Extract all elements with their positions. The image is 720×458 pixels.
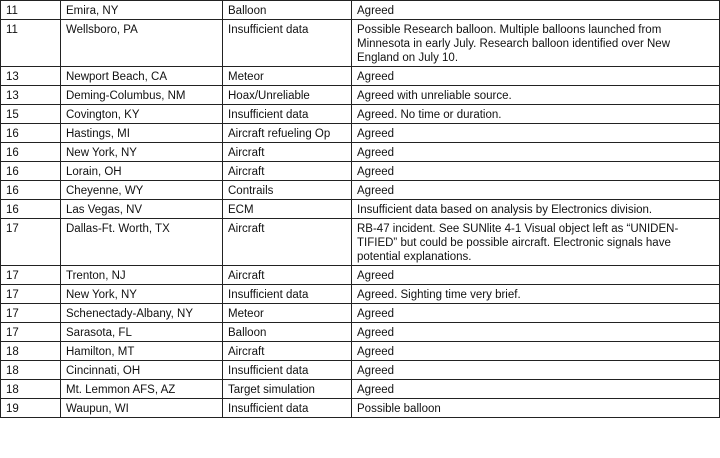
location-cell: Dallas-Ft. Worth, TX [61, 219, 223, 266]
day-cell: 16 [1, 200, 61, 219]
evaluation-cell: Contrails [223, 181, 352, 200]
comment-cell: Agreed with unreliable source. [352, 86, 720, 105]
location-cell: Emira, NY [61, 1, 223, 20]
evaluation-cell: Aircraft [223, 143, 352, 162]
location-cell: Trenton, NJ [61, 266, 223, 285]
sightings-table-body [1, 1, 720, 418]
location-cell: Sarasota, FL [61, 323, 223, 342]
location-cell: Schenectady-Albany, NY [61, 304, 223, 323]
day-cell: 16 [1, 143, 61, 162]
location-cell: Hastings, MI [61, 124, 223, 143]
comment-cell: Agreed [352, 181, 720, 200]
day-cell: 18 [1, 380, 61, 399]
table-row [1, 124, 720, 143]
evaluation-cell: Balloon [223, 1, 352, 20]
table-row [1, 304, 720, 323]
day-cell: 17 [1, 219, 61, 266]
day-cell: 15 [1, 105, 61, 124]
evaluation-cell: Hoax/Unreliable [223, 86, 352, 105]
day-cell: 13 [1, 67, 61, 86]
comment-cell: Insufficient data based on analysis by Electronics division. [352, 200, 720, 219]
table-row [1, 105, 720, 124]
evaluation-cell: Insufficient data [223, 20, 352, 67]
location-cell: Mt. Lemmon AFS, AZ [61, 380, 223, 399]
evaluation-cell: Aircraft [223, 219, 352, 266]
table-row [1, 67, 720, 86]
day-cell: 13 [1, 86, 61, 105]
table-row [1, 285, 720, 304]
table-row [1, 200, 720, 219]
day-cell: 11 [1, 1, 61, 20]
comment-cell: Possible balloon [352, 399, 720, 418]
day-cell: 16 [1, 124, 61, 143]
day-cell: 19 [1, 399, 61, 418]
table-row [1, 323, 720, 342]
evaluation-cell: Insufficient data [223, 105, 352, 124]
table-row [1, 361, 720, 380]
location-cell: Wellsboro, PA [61, 20, 223, 67]
comment-cell: Agreed [352, 342, 720, 361]
evaluation-cell: Aircraft refueling Op [223, 124, 352, 143]
evaluation-cell: Aircraft [223, 342, 352, 361]
location-cell: Cincinnati, OH [61, 361, 223, 380]
comment-cell: Agreed. No time or duration. [352, 105, 720, 124]
day-cell: 17 [1, 285, 61, 304]
table-row [1, 342, 720, 361]
table-row [1, 219, 720, 266]
comment-cell: Agreed [352, 1, 720, 20]
comment-cell: Possible Research balloon. Multiple balloons launched from Minnesota in early July. Research balloon identified over New England on July 10. [352, 20, 720, 67]
evaluation-cell: ECM [223, 200, 352, 219]
location-cell: Covington, KY [61, 105, 223, 124]
comment-cell: Agreed [352, 124, 720, 143]
location-cell: Deming-Columbus, NM [61, 86, 223, 105]
table-row [1, 399, 720, 418]
location-cell: Hamilton, MT [61, 342, 223, 361]
evaluation-cell: Balloon [223, 323, 352, 342]
day-cell: 17 [1, 266, 61, 285]
comment-cell: Agreed [352, 380, 720, 399]
day-cell: 18 [1, 342, 61, 361]
location-cell: Cheyenne, WY [61, 181, 223, 200]
table-row [1, 266, 720, 285]
comment-cell: Agreed. Sighting time very brief. [352, 285, 720, 304]
evaluation-cell: Aircraft [223, 266, 352, 285]
comment-cell: RB-47 incident. See SUNlite 4-1 Visual object left as “UNIDEN-TIFIED” but could be possible aircraft. Electronic signals have potential explanations. [352, 219, 720, 266]
comment-cell: Agreed [352, 266, 720, 285]
evaluation-cell: Insufficient data [223, 361, 352, 380]
location-cell: Lorain, OH [61, 162, 223, 181]
comment-cell: Agreed [352, 361, 720, 380]
day-cell: 16 [1, 181, 61, 200]
location-cell: Newport Beach, CA [61, 67, 223, 86]
table-row [1, 181, 720, 200]
day-cell: 11 [1, 20, 61, 67]
location-cell: New York, NY [61, 143, 223, 162]
evaluation-cell: Insufficient data [223, 285, 352, 304]
location-cell: New York, NY [61, 285, 223, 304]
evaluation-cell: Aircraft [223, 162, 352, 181]
comment-cell: Agreed [352, 67, 720, 86]
location-cell: Waupun, WI [61, 399, 223, 418]
comment-cell: Agreed [352, 304, 720, 323]
comment-cell: Agreed [352, 323, 720, 342]
day-cell: 17 [1, 304, 61, 323]
evaluation-cell: Meteor [223, 304, 352, 323]
table-row [1, 143, 720, 162]
table-row [1, 380, 720, 399]
comment-cell: Agreed [352, 143, 720, 162]
day-cell: 18 [1, 361, 61, 380]
day-cell: 16 [1, 162, 61, 181]
table-row [1, 162, 720, 181]
location-cell: Las Vegas, NV [61, 200, 223, 219]
comment-cell: Agreed [352, 162, 720, 181]
evaluation-cell: Target simulation [223, 380, 352, 399]
evaluation-cell: Insufficient data [223, 399, 352, 418]
table-row [1, 20, 720, 67]
table-row [1, 86, 720, 105]
table-row [1, 1, 720, 20]
evaluation-cell: Meteor [223, 67, 352, 86]
day-cell: 17 [1, 323, 61, 342]
